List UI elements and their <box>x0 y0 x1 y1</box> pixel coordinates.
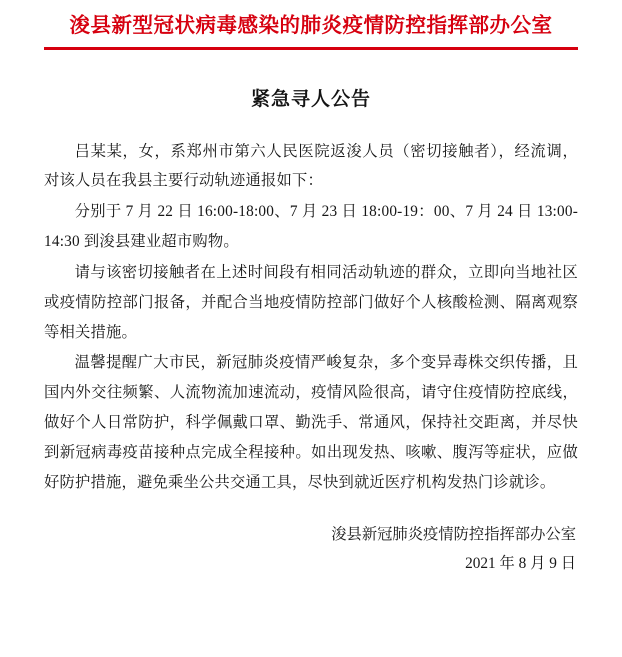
banner-divider <box>44 47 578 50</box>
signature-date: 2021 年 8 月 9 日 <box>465 554 576 572</box>
issuing-authority-banner: 浚县新型冠状病毒感染的肺炎疫情防控指挥部办公室 <box>69 15 553 37</box>
signature-authority: 浚县新冠肺炎疫情防控指挥部办公室 <box>331 525 576 543</box>
paragraph-4: 温馨提醒广大市民，新冠肺炎疫情严峻复杂，多个变异毒株交织传播，且国内外交往频繁、人流物流加速流动，疫情风险很高，请守住疫情防控底线，做好个人日常防护，科学佩戴口罩、勤洗手、常通风，保持社交距离，并尽快到新冠病毒疫苗接种点完成全程接种。如出现发热、咳嗽、腹泻等症状，应做好防护措施，避免乘坐公共交通工具，尽快到就近医疗机构发热门诊就诊。 <box>44 354 578 491</box>
notice-body <box>44 137 578 498</box>
page-title: 紧急寻人公告 <box>250 88 371 110</box>
paragraph-2: 分别于 7 月 22 日 16:00-18:00、7 月 23 日 18:00-19：00、7 月 24 日 13:00-14:30 到浚县建业超市购物。 <box>44 203 578 251</box>
notice-document <box>0 14 622 657</box>
paragraph-1: 吕某某，女，系郑州市第六人民医院返浚人员（密切接触者），经流调，对该人员在我县主要行动轨迹通报如下： <box>44 142 578 190</box>
paragraph-3: 请与该密切接触者在上述时间段有相同活动轨迹的群众，立即向当地社区或疫情防控部门报备，并配合当地疫情防控部门做好个人核酸检测、隔离观察等相关措施。 <box>44 263 578 341</box>
